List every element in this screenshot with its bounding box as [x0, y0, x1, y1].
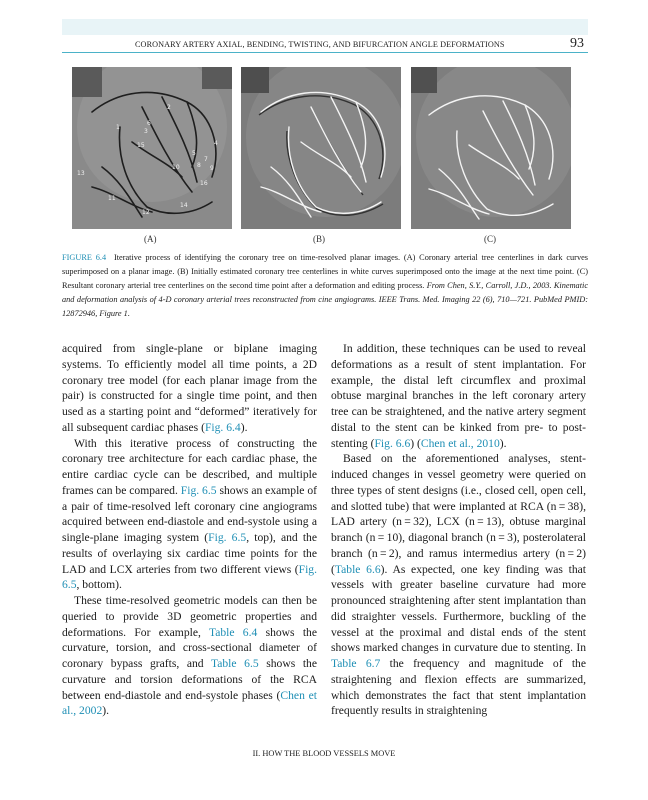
text-run: Based on the aforementioned analyses, stent-induced changes in vessel geometry were queried on three types of stent designs (i.e., closed cell, open cell, and slotted tube) that were implanted at RCA (n = 38), LAD artery (n = 32), LCX (n = 13), obtuse marginal branch (n = 10), diagonal branch (n = 3), posterolateral branch (n = 2), and ramus intermedius artery (n = 2) (	[331, 452, 586, 576]
left-paragraph-3	[62, 593, 317, 719]
citation-link[interactable]: Chen et al., 2002	[62, 688, 317, 718]
citation-link[interactable]: Chen et al., 2010	[420, 436, 500, 450]
marker-14: 14	[180, 202, 188, 209]
header-rule	[62, 52, 588, 53]
fig-link[interactable]: Fig. 6.5	[62, 562, 317, 592]
text-run: These time-resolved geometric models can then be queried to provide 3D geometric properties and deformations. For example,	[62, 594, 317, 639]
marker-10: 10	[172, 164, 180, 171]
caption-text: Iterative process of identifying the coronary tree on time-resolved planar images. (A) Coronary arterial tree centerlines in dark curves superimposed on a planar image. (B) Initially estimated coronary tree centerlines in white curves superimposed onto the image at the next time point. (C) Resultant coronary arterial tree centerlines on the second time point after a deformation and editing process.	[62, 253, 588, 290]
right-paragraph-2	[331, 451, 586, 719]
text-run: ).	[499, 436, 507, 450]
marker-2: 2	[167, 104, 171, 111]
right-paragraph-1	[331, 341, 586, 451]
angiogram-c	[411, 67, 571, 229]
marker-9: 9	[210, 165, 214, 172]
marker-5: 5	[192, 150, 196, 157]
marker-12: 12	[142, 209, 150, 216]
fig-link[interactable]: Fig. 6.5	[180, 483, 217, 497]
left-paragraph-1	[62, 341, 317, 436]
angiogram-b	[241, 67, 401, 229]
angiogram-a	[72, 67, 232, 229]
caption-citation: From Chen, S.Y., Carroll, J.D., 2003. Kinematic and deformation analysis of 4-D coronary arterial trees reconstructed from cine angiograms. IEEE Trans. Med. Imaging 22 (6), 710—721. PubMed PMID: 12872946, Figure 1.	[62, 280, 588, 318]
page-footer: II. HOW THE BLOOD VESSELS MOVE	[252, 749, 396, 758]
running-head: CORONARY ARTERY AXIAL, BENDING, TWISTING, AND BIFURCATION ANGLE DEFORMATIONS	[135, 40, 505, 49]
figure-panel-a	[72, 67, 232, 229]
text-run: the frequency and magnitude of the straightening and flexion effects are summarized, which demonstrates the fact that stent implantation frequently results in straightening	[331, 657, 586, 718]
text-run: ) (	[410, 436, 421, 450]
marker-15: 15	[137, 142, 145, 149]
text-run: , top), and the results of overlaying six cardiac time points for the LAD and LCX arteries from two different views (	[62, 531, 318, 576]
marker-16: 16	[200, 180, 208, 187]
figure-panel-c	[411, 67, 571, 229]
text-run: ).	[102, 704, 110, 718]
marker-6: 6	[147, 120, 151, 127]
fig-link[interactable]: Fig. 6.6	[374, 436, 411, 450]
fig-link[interactable]: Fig. 6.5	[208, 531, 247, 544]
text-run: ).	[240, 420, 248, 434]
table-link[interactable]: Table 6.5	[210, 657, 259, 670]
panel-label-b: (B)	[313, 234, 325, 244]
marker-1: 1	[116, 124, 120, 131]
marker-8: 8	[197, 162, 201, 169]
text-run: shows the curvature, torsion, and cross-sectional diameter of coronary bypass grafts, and	[62, 625, 317, 670]
text-run: acquired from single-plane or biplane imaging systems. To efficiently model all time points, a 2D coronary tree model (for each planar image from the pair) is constructed for a single time point, and then used as a starting point and “deformed” iteratively for all subsequent cardiac phases (	[62, 342, 317, 434]
marker-4: 4	[214, 140, 218, 147]
text-run: , bottom).	[76, 578, 122, 592]
marker-7: 7	[204, 156, 208, 163]
table-link[interactable]: Table 6.7	[331, 657, 381, 670]
marker-3: 3	[144, 128, 148, 135]
text-run: shows an example of a pair of time-resolved left coronary cine angiograms acquired between end-diastole and end-systole using a single-plane imaging system (	[62, 483, 318, 544]
left-paragraph-2	[62, 436, 317, 594]
page-number: 93	[570, 36, 584, 51]
figure-label: FIGURE 6.4	[62, 253, 107, 262]
text-run: With this iterative process of constructing the coronary tree architecture for each cardiac phase, the entire cardiac cycle can be described, and multiple frames can be compared.	[62, 436, 317, 497]
figure-caption	[62, 251, 588, 321]
table-link[interactable]: Table 6.6	[334, 562, 381, 576]
fig-link[interactable]: Fig. 6.4	[204, 420, 241, 434]
left-column	[62, 341, 317, 719]
text-run: In addition, these techniques can be used to reveal deformations as a result of stent implantation. For example, the distal left circumflex and proximal obtuse marginal branches in the left coronary artery tree can be straightened, and the native artery segment distal to the stent can be kinked from pre- to post-stenting (	[331, 342, 586, 450]
figure-panel-b	[241, 67, 401, 229]
text-run: ). As expected, one key finding was that vessels with greater baseline curvature had more pronounced straightening after stent implantation than did straighter vessels. Furthermore, buckling of the vessel at the proximal and distal ends of the stent shows marked changes in curvature due to stenting. In	[331, 562, 586, 655]
table-link[interactable]: Table 6.4	[208, 625, 258, 639]
panel-label-a: (A)	[144, 234, 157, 244]
panel-label-c: (C)	[484, 234, 496, 244]
header-band	[62, 19, 588, 35]
marker-13: 13	[77, 170, 85, 177]
marker-11: 11	[108, 195, 116, 202]
text-run: shows the curvature and torsion deformations of the RCA between end-diastole and end-systole phases (	[62, 657, 317, 702]
right-column	[331, 341, 586, 719]
